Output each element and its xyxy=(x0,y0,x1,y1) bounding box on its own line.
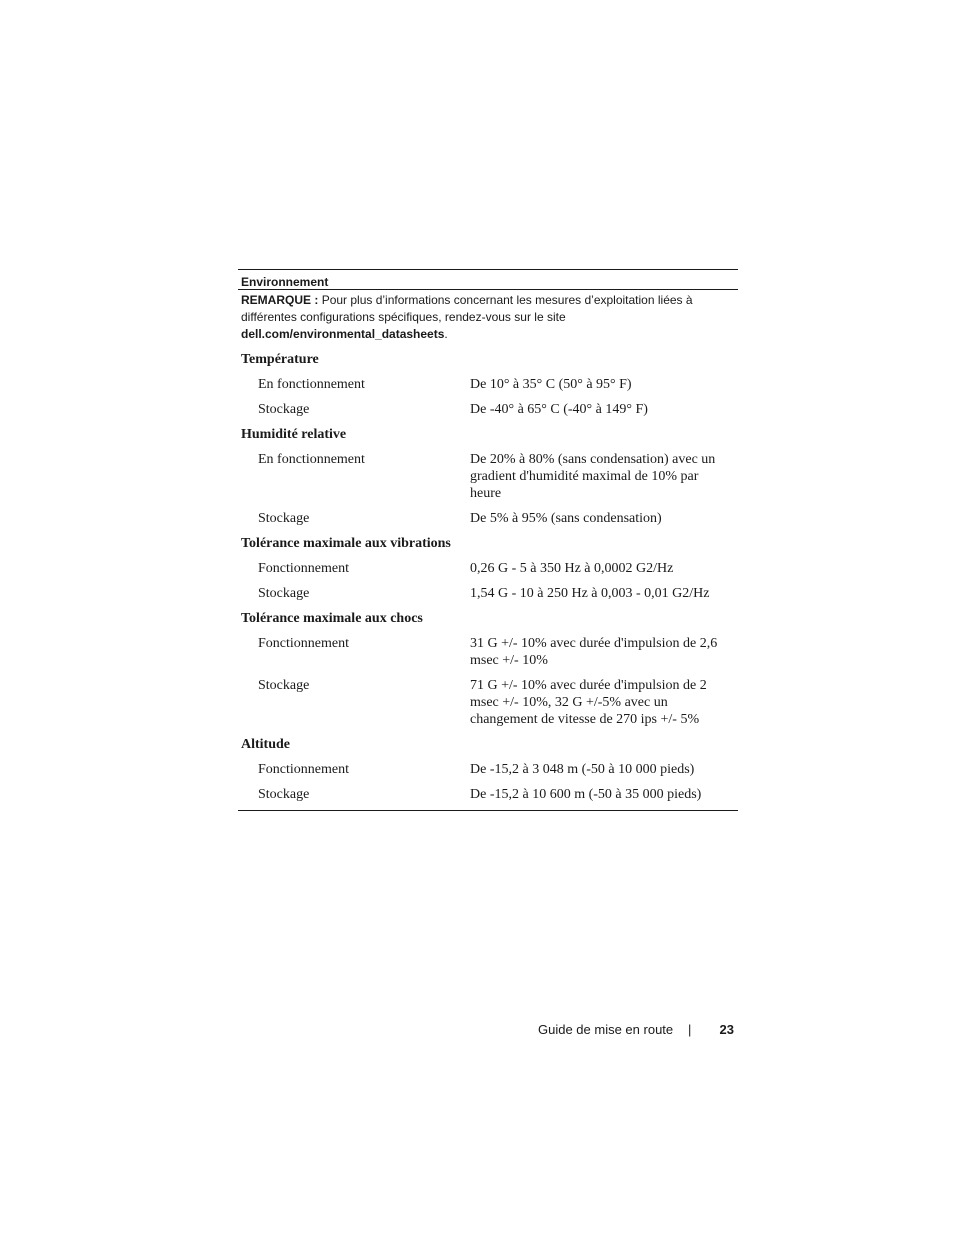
table-row xyxy=(238,451,738,502)
group-title-altitude: Altitude xyxy=(241,737,290,752)
row-label: Fonctionnement xyxy=(258,762,349,777)
footer-separator: | xyxy=(688,1021,692,1037)
bottom-rule xyxy=(238,810,738,811)
page-number: 23 xyxy=(719,1021,734,1037)
note-text: Pour plus d’informations concernant les mesures d’exploitation liées à différentes configurations spécifiques, rendez-vous sur le site xyxy=(241,293,693,324)
row-label: Stockage xyxy=(258,511,310,526)
row-label: Stockage xyxy=(258,586,310,601)
table-row xyxy=(238,635,738,669)
note-link[interactable]: dell.com/environmental_datasheets xyxy=(241,327,445,341)
table-row xyxy=(238,376,738,393)
row-value: 71 G +/- 10% avec durée d'impulsion de 2 msec +/- 10%, 32 G +/-5% avec un changement de vitesse de 270 ips +/- 5% xyxy=(470,678,707,727)
table-row xyxy=(238,677,738,728)
row-label: En fonctionnement xyxy=(258,452,365,467)
section-title: Environnement xyxy=(238,270,738,290)
row-value: 31 G +/- 10% avec durée d'impulsion de 2,6 msec +/- 10% xyxy=(470,636,718,668)
table-row xyxy=(238,761,738,778)
row-label: Fonctionnement xyxy=(258,561,349,576)
row-label: Stockage xyxy=(258,787,310,802)
row-value: De 20% à 80% (sans condensation) avec un gradient d'humidité maximal de 10% par heure xyxy=(470,452,716,501)
group-title-humidity: Humidité relative xyxy=(241,427,347,442)
row-value: 0,26 G - 5 à 350 Hz à 0,0002 G2/Hz xyxy=(470,561,674,576)
note-end: . xyxy=(444,327,448,341)
footer-doc-title: Guide de mise en route xyxy=(538,1021,674,1037)
row-value: De -40° à 65° C (-40° à 149° F) xyxy=(470,402,648,417)
group-title-shocks: Tolérance maximale aux chocs xyxy=(241,611,423,626)
note-block xyxy=(238,290,701,343)
row-value: De -15,2 à 10 600 m (-50 à 35 000 pieds) xyxy=(470,787,702,802)
row-label: Fonctionnement xyxy=(258,636,349,651)
table-row xyxy=(238,786,738,803)
row-label: Stockage xyxy=(258,402,310,417)
row-value: De 5% à 95% (sans condensation) xyxy=(470,511,662,526)
table-row xyxy=(238,510,738,527)
row-value: De -15,2 à 3 048 m (-50 à 10 000 pieds) xyxy=(470,762,695,777)
environment-spec-table xyxy=(238,269,738,811)
spec-groups xyxy=(238,351,738,803)
table-row xyxy=(238,560,738,577)
row-label: En fonctionnement xyxy=(258,377,365,392)
page-footer xyxy=(538,1019,734,1039)
table-row xyxy=(238,401,738,418)
group-title-temperature: Température xyxy=(241,352,319,367)
row-value: De 10° à 35° C (50° à 95° F) xyxy=(470,377,632,392)
table-row xyxy=(238,585,738,602)
note-label: REMARQUE : xyxy=(241,293,319,307)
row-value: 1,54 G - 10 à 250 Hz à 0,003 - 0,01 G2/Hz xyxy=(470,586,710,601)
group-title-vibrations: Tolérance maximale aux vibrations xyxy=(241,536,451,551)
row-label: Stockage xyxy=(258,678,310,693)
